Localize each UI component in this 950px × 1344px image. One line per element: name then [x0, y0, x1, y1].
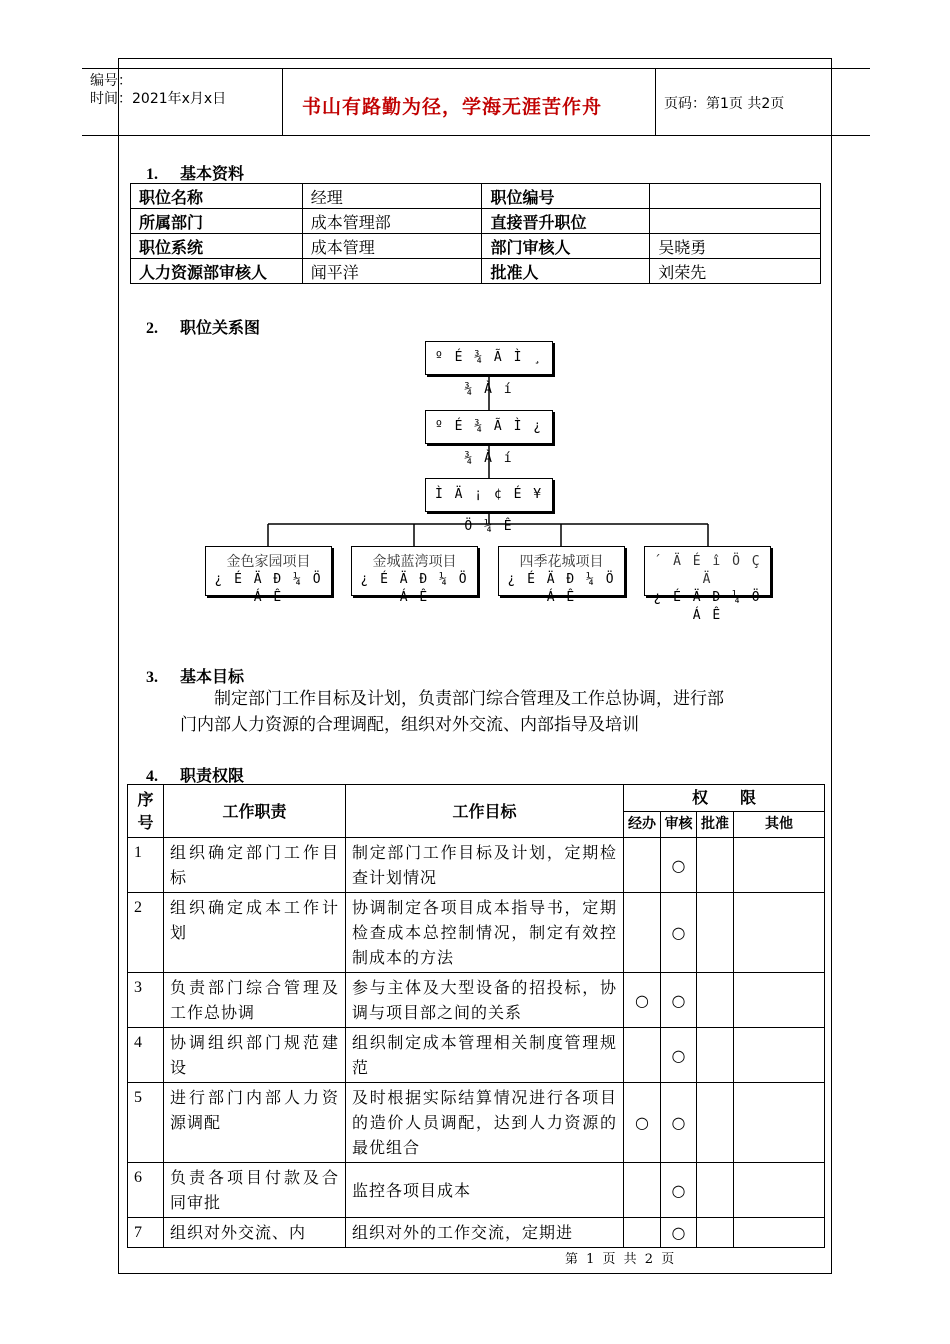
value-cell: 成本管理	[302, 234, 482, 259]
cell-handle	[624, 838, 661, 893]
section-number: 4.	[146, 768, 158, 785]
header-time: 时间：2021年x月x日	[90, 91, 227, 107]
section-label: 基本目标	[180, 667, 245, 686]
cell-review: ○	[661, 1218, 697, 1248]
cell-approve	[697, 1218, 734, 1248]
cell-target: 组织制定成本管理相关制度管理规范	[346, 1028, 624, 1083]
org-box-caption: 四季花城项目	[519, 554, 604, 570]
cell-review: ○	[661, 838, 697, 893]
cell-handle	[624, 1218, 661, 1248]
cell-approve	[697, 1028, 734, 1083]
section-number: 2.	[146, 320, 158, 337]
cell-handle: ○	[624, 973, 661, 1028]
cell-review: ○	[661, 1028, 697, 1083]
cell-handle	[624, 1163, 661, 1218]
table-row	[128, 973, 825, 1028]
header-seq: 序号	[128, 785, 164, 838]
org-box-level1	[425, 341, 553, 397]
value-cell: 成本管理部	[302, 209, 482, 234]
table-header-row	[128, 785, 825, 812]
org-box-text: ¿ É Ä Ð ¼ Ö Á Ê	[653, 590, 762, 623]
page-frame-bottom	[118, 1273, 832, 1274]
cell-target: 制定部门工作目标及计划，定期检查计划情况	[346, 838, 624, 893]
org-box-text: ¿ É Ä Ð ¼ Ö Á Ê	[507, 572, 616, 605]
label-cell: 部门审核人	[482, 234, 650, 259]
cell-target: 监控各项目成本	[346, 1163, 624, 1218]
header-target: 工作目标	[346, 785, 624, 838]
cell-duty: 协调组织部门规范建设	[164, 1028, 346, 1083]
cell-approve	[697, 838, 734, 893]
cell-other	[734, 1083, 825, 1163]
table-row	[128, 1218, 825, 1248]
org-box-level2	[425, 410, 553, 466]
cell-other	[734, 838, 825, 893]
label-cell: 职位名称	[131, 184, 303, 209]
org-box-text: º É ¾ Ã Ì ¸ ¾ À í	[434, 350, 544, 397]
table-row	[128, 838, 825, 893]
cell-handle: ○	[624, 1083, 661, 1163]
label-cell: 直接晋升职位	[482, 209, 650, 234]
org-box-project-4	[644, 546, 771, 623]
cell-approve	[697, 973, 734, 1028]
cell-review: ○	[661, 1083, 697, 1163]
cell-seq: 4	[128, 1028, 164, 1083]
cell-other	[734, 893, 825, 973]
org-box-text: º É ¾ Ã Ì ¿ ¾ À í	[434, 419, 544, 466]
cell-target: 协调制定各项目成本指导书，定期检查成本总控制情况，制定有效控制成本的方法	[346, 893, 624, 973]
table-row	[128, 1163, 825, 1218]
cell-approve	[697, 1083, 734, 1163]
cell-seq: 1	[128, 838, 164, 893]
cell-approve	[697, 893, 734, 973]
value-cell: 刘荣先	[650, 259, 821, 284]
section-label: 职责权限	[180, 766, 245, 785]
header-approve: 批准	[697, 812, 734, 838]
cell-seq: 7	[128, 1218, 164, 1248]
org-box-text: ¿ É Ä Ð ¼ Ö Á Ê	[214, 572, 323, 605]
cell-duty: 负责各项目付款及合同审批	[164, 1163, 346, 1218]
section-number: 1.	[146, 166, 158, 183]
header-authority: 权 限	[624, 785, 825, 812]
label-cell: 批准人	[482, 259, 650, 284]
goal-line-2: 门内部人力资源的合理调配，组织对外交流、内部指导及培训	[180, 715, 639, 735]
org-box-project-3	[498, 546, 625, 605]
cell-other	[734, 1163, 825, 1218]
page-footer: 第 1 页 共 2 页	[565, 1252, 677, 1267]
label-cell: 职位系统	[131, 234, 303, 259]
cell-handle	[624, 893, 661, 973]
header-motto: 书山有路勤为径，学海无涯苦作舟	[302, 96, 603, 118]
cell-review: ○	[661, 893, 697, 973]
cell-seq: 6	[128, 1163, 164, 1218]
cell-seq: 3	[128, 973, 164, 1028]
cell-duty: 组织对外交流、内	[164, 1218, 346, 1248]
cell-other	[734, 973, 825, 1028]
section-label: 职位关系图	[180, 318, 261, 337]
header-handle: 经办	[624, 812, 661, 838]
cell-target: 及时根据实际结算情况进行各项目的造价人员调配，达到人力资源的最优组合	[346, 1083, 624, 1163]
cell-handle	[624, 1028, 661, 1083]
section-number: 3.	[146, 669, 158, 686]
section-goal-title	[146, 664, 244, 687]
cell-seq: 2	[128, 893, 164, 973]
value-cell: 闻平洋	[302, 259, 482, 284]
org-box-caption: 金色家园项目	[226, 554, 311, 570]
goal-line-1: 制定部门工作目标及计划，负责部门综合管理及工作总协调，进行部	[214, 689, 724, 709]
cell-duty: 组织确定部门工作目标	[164, 838, 346, 893]
cell-duty: 组织确定成本工作计划	[164, 893, 346, 973]
header-number: 编号：	[90, 73, 132, 89]
section-duties-title	[146, 763, 244, 786]
cell-review: ○	[661, 1163, 697, 1218]
cell-target: 组织对外的工作交流，定期进	[346, 1218, 624, 1248]
table-row	[128, 1083, 825, 1163]
cell-review: ○	[661, 973, 697, 1028]
header-page: 页码：第1页 共2页	[664, 96, 785, 112]
value-cell: 经理	[302, 184, 482, 209]
cell-target: 参与主体及大型设备的招投标，协调与项目部之间的关系	[346, 973, 624, 1028]
header-duty: 工作职责	[164, 785, 346, 838]
header-other: 其他	[734, 812, 825, 838]
header-review: 审核	[661, 812, 697, 838]
duties-table	[127, 784, 825, 1248]
label-cell: 人力资源部审核人	[131, 259, 303, 284]
value-cell: 吴晓勇	[650, 234, 821, 259]
cell-other	[734, 1218, 825, 1248]
cell-duty: 负责部门综合管理及工作总协调	[164, 973, 346, 1028]
label-cell: 职位编号	[482, 184, 650, 209]
table-row	[128, 893, 825, 973]
org-box-text: Ì Ä ¡ ¢ É ¥ Ö ¼ Ê	[434, 487, 544, 534]
cell-approve	[697, 1163, 734, 1218]
section-label: 基本资料	[180, 164, 245, 183]
org-box-text: ¿ É Ä Ð ¼ Ö Á Ê	[360, 572, 469, 605]
cell-duty: 进行部门内部人力资源调配	[164, 1083, 346, 1163]
org-box-project-1	[205, 546, 332, 605]
cell-other	[734, 1028, 825, 1083]
org-box-project-2	[351, 546, 478, 605]
org-box-level3	[425, 478, 553, 534]
label-cell: 所属部门	[131, 209, 303, 234]
org-box-caption: ´ Ä É î Ö Ç Ä	[653, 554, 762, 587]
cell-seq: 5	[128, 1083, 164, 1163]
table-row	[128, 1028, 825, 1083]
org-box-caption: 金城蓝湾项目	[372, 554, 457, 570]
